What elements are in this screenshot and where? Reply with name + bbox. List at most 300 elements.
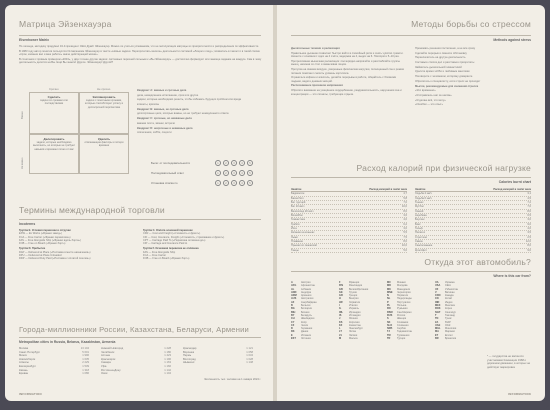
page-footer: INFORMATION bbox=[19, 392, 42, 396]
car-code: USA bbox=[435, 284, 441, 288]
page-footer: INFORMATION bbox=[508, 392, 531, 396]
activity-name: Аэробика bbox=[415, 214, 427, 218]
car-country: Румыния bbox=[397, 307, 408, 311]
city-name: Самара bbox=[101, 361, 111, 365]
car-country: Бельгия bbox=[301, 304, 311, 308]
city-row bbox=[183, 361, 253, 365]
car-code: SRB bbox=[387, 327, 393, 331]
calories-table-left bbox=[291, 188, 407, 253]
activity-name: Гребля bbox=[291, 222, 300, 226]
car-code: ZA bbox=[435, 320, 439, 324]
cell-title: Сделать bbox=[47, 95, 61, 99]
city-name: Уфа bbox=[101, 364, 107, 368]
stress-thought: «Ошибки — это опыт» bbox=[415, 103, 444, 107]
car-country: Кипр bbox=[301, 320, 307, 324]
term-item: CIP — Carriage and Insurance Paid to bbox=[143, 242, 188, 246]
calorie-value: 4,0 bbox=[527, 227, 531, 231]
car-country: Израиль bbox=[349, 307, 359, 311]
car-code: MC bbox=[387, 281, 391, 284]
calorie-value: 5,8 bbox=[403, 196, 407, 200]
car-code: I bbox=[339, 304, 340, 308]
car-code: CH bbox=[291, 317, 295, 321]
matrix-col-not-urgent: Не срочно bbox=[97, 87, 111, 91]
note-head: Квадрант B: важные, не срочные дела bbox=[137, 107, 189, 111]
car-code: MNE bbox=[387, 290, 393, 294]
car-code: TM bbox=[387, 333, 391, 337]
car-code: E bbox=[291, 333, 293, 337]
car-code: M bbox=[339, 337, 342, 341]
trade-col-right bbox=[143, 227, 261, 261]
calories-header-cell: Занятие bbox=[415, 188, 426, 191]
car-country: Туркмения bbox=[397, 333, 410, 337]
car-code: CDN bbox=[435, 294, 441, 298]
eisenhower-subtitle: Eisenhower Matrix bbox=[19, 38, 49, 42]
legend-label: Было: от последовательности bbox=[151, 161, 191, 165]
rating-circle[interactable]: 2 bbox=[223, 160, 229, 166]
car-country: Латвия bbox=[349, 333, 358, 337]
calorie-value: 3,1 bbox=[527, 192, 531, 196]
car-country: Албания bbox=[301, 287, 312, 291]
activity-name: Гольф bbox=[415, 227, 423, 231]
car-country: Россия bbox=[397, 313, 406, 317]
city-name: Казань bbox=[19, 368, 28, 372]
rating-circle[interactable]: 2 bbox=[223, 170, 229, 176]
car-country: Армения bbox=[301, 294, 312, 298]
city-name: Воронеж bbox=[183, 350, 195, 354]
trade-rule bbox=[19, 219, 261, 220]
car-country: Нидерланды bbox=[397, 297, 412, 301]
car-country: Швейцария bbox=[301, 317, 315, 321]
city-name: Пермь bbox=[183, 354, 192, 358]
city-population: 1 166 bbox=[164, 364, 171, 368]
car-code: AL bbox=[291, 287, 295, 291]
calorie-value: 8,0 bbox=[527, 244, 531, 248]
activity-name: Скалолазание bbox=[415, 244, 433, 248]
car-country: ЮАР bbox=[445, 320, 451, 324]
city-population: 1 148 bbox=[246, 361, 253, 365]
cars-subtitle: Where is this car from? bbox=[493, 274, 531, 278]
city-row bbox=[19, 372, 89, 376]
term-item: DAP — Delivered at Place («Поставка в месте назначения») bbox=[19, 250, 91, 254]
city-name: Омск bbox=[101, 372, 108, 376]
car-country: Эстония bbox=[301, 337, 311, 341]
calories-header-cell: Расход калорий в час/кг веса bbox=[493, 188, 531, 191]
car-country: Бразилия bbox=[445, 337, 457, 341]
car-country: США bbox=[445, 284, 451, 288]
calorie-value: 8,0 bbox=[403, 240, 407, 244]
car-code: IS bbox=[339, 313, 342, 317]
calorie-value: 8,0 bbox=[403, 209, 407, 213]
eisenhower-title: Матрица Эйзенхауэра bbox=[19, 19, 112, 29]
car-code: S bbox=[387, 317, 389, 321]
car-code: CZ bbox=[291, 323, 295, 327]
car-code: UAE bbox=[435, 323, 441, 327]
cars-note: * — государства не являются участниками Конвенции 1968 о дорожном движении, в которых не действует маркировка bbox=[487, 355, 531, 369]
city-row bbox=[101, 372, 171, 376]
car-country: Литва bbox=[349, 330, 356, 334]
car-code: BR bbox=[435, 337, 439, 341]
car-country: Финляндия bbox=[349, 284, 363, 288]
quadrant-notes bbox=[137, 89, 263, 151]
car-country: Польша bbox=[397, 304, 407, 308]
car-country: Черногория bbox=[397, 290, 411, 294]
car-country: Мальта bbox=[349, 337, 358, 341]
city-population: 1 196 bbox=[164, 357, 171, 361]
city-name: Ростов-на-Дону bbox=[101, 368, 121, 372]
legend-label: Установка списка по bbox=[151, 181, 178, 185]
car-code: H bbox=[339, 297, 341, 301]
car-code: ET bbox=[435, 333, 439, 337]
car-country: Великобритания bbox=[349, 287, 369, 291]
car-country: Казахстан bbox=[349, 323, 361, 327]
car-code: BIH bbox=[291, 310, 296, 314]
car-code: TJ bbox=[387, 330, 390, 334]
car-country: Венгрия bbox=[349, 297, 359, 301]
city-name: Ереван bbox=[19, 372, 29, 376]
city-population: 1 028 bbox=[246, 357, 253, 361]
city-population: 1 163 bbox=[164, 361, 171, 365]
activity-name: Танцы bbox=[291, 248, 299, 252]
term-group-head: Группа F. Основная перевозка не оплачена bbox=[143, 247, 199, 251]
calorie-value: 6,2 bbox=[403, 222, 407, 226]
stress-thought: «Я делаю всё, что могу» bbox=[415, 98, 446, 102]
calorie-value: 7,0 bbox=[403, 201, 407, 205]
car-code: N bbox=[387, 294, 389, 298]
term-item: EXW — Ex Works («Франко завод») bbox=[19, 232, 62, 236]
activity-name: Волейбол bbox=[291, 214, 303, 218]
city-population: 1 228 bbox=[164, 347, 171, 350]
car-code: UA bbox=[435, 281, 439, 284]
car-code: RO bbox=[387, 307, 391, 311]
intro-paragraph: По легенде, методику придумал 34-й президент США Дуайт Эйзенхауэр. Можно ли учиться успеваниям, что не эксплуатация матрицы из приоритетности и распределения по эффективности. bbox=[19, 45, 259, 48]
city-population: 1 086 bbox=[82, 372, 89, 376]
car-code: KZ bbox=[339, 323, 343, 327]
term-item: FCA — Free Carrier bbox=[143, 254, 167, 258]
car-code: IRL bbox=[339, 310, 344, 314]
car-country: Босния bbox=[301, 310, 310, 314]
car-country: Ирландия bbox=[349, 310, 361, 314]
car-codes-col-3 bbox=[387, 281, 419, 340]
car-country: Ватикан bbox=[445, 290, 455, 294]
car-country: Канада bbox=[445, 294, 454, 298]
left-page bbox=[5, 5, 273, 401]
city-name: Москва bbox=[19, 347, 29, 350]
car-country: Беларусь bbox=[301, 313, 312, 317]
calorie-value: 3,5 bbox=[527, 231, 531, 235]
car-code: AFG bbox=[291, 284, 297, 288]
term-item: FOB — Free on Board («Франко борт») bbox=[143, 257, 190, 261]
matrix-cell-plan bbox=[79, 92, 129, 134]
car-code: HR bbox=[339, 300, 343, 304]
calorie-value: 4,5 bbox=[527, 196, 531, 200]
right-page bbox=[277, 5, 545, 401]
activity-name: Кроссфит bbox=[415, 248, 427, 252]
calorie-value: 4,7 bbox=[403, 192, 407, 196]
calorie-value: 3,6 bbox=[403, 214, 407, 218]
city-name: Краснодар bbox=[183, 347, 197, 350]
activity-name: Плавание bbox=[291, 240, 303, 244]
car-code: KS bbox=[339, 320, 343, 324]
car-country: Норвегия bbox=[397, 294, 408, 298]
term-item: DPU — Delivered at Place Unloaded bbox=[19, 254, 62, 258]
activity-name: Велосипед 20 км/ч bbox=[291, 209, 314, 213]
city-name: Астана bbox=[101, 354, 110, 358]
calorie-value: 6,5 bbox=[527, 214, 531, 218]
calorie-value: 12,0 bbox=[525, 240, 531, 244]
car-code: GE bbox=[339, 290, 343, 294]
city-population: 13 104 bbox=[80, 347, 89, 350]
city-population: 1 180 bbox=[164, 350, 171, 354]
car-code: NL bbox=[387, 297, 391, 301]
rating-circle[interactable]: 3 bbox=[231, 170, 237, 176]
activity-name: Баскетбол bbox=[291, 196, 304, 200]
stress-item: Переключитесь на другую деятельность bbox=[415, 56, 466, 60]
car-country: Мексика bbox=[445, 304, 455, 308]
car-code: J bbox=[339, 317, 341, 321]
activity-name: Лыжи bbox=[291, 235, 298, 239]
eisenhower-intro bbox=[19, 45, 263, 85]
stress-thought: «Я справлюсь шаг за шагом» bbox=[415, 93, 452, 97]
calorie-value: 10,0 bbox=[401, 244, 407, 248]
cell-text: отвлекающие факторы и потери времени bbox=[84, 141, 124, 148]
rating-circle[interactable]: 5 bbox=[247, 170, 253, 176]
stress-item: Сделайте перерыв и смените обстановку bbox=[415, 51, 467, 55]
eisenhower-matrix bbox=[19, 87, 129, 169]
rating-circle[interactable]: 1 bbox=[215, 170, 221, 176]
stress-rule bbox=[291, 35, 531, 36]
car-codes-col-4 bbox=[435, 281, 467, 340]
legend-label: Последовательный ответ bbox=[151, 171, 184, 175]
car-code: LT bbox=[339, 330, 342, 334]
cities-subtitle: Metropolitan cities in Russia, Belarus, Kazakhstan, Armenia bbox=[19, 340, 116, 344]
stress-item: Займитесь дыхательной гимнастикой bbox=[415, 65, 462, 69]
rating-circle[interactable]: 5 bbox=[247, 180, 253, 186]
note-line: долгосрочные цели, которые важны, но не требуют немедленного ответа bbox=[137, 112, 229, 116]
activity-name: Бег трусцой bbox=[291, 201, 306, 205]
car-code: ROK bbox=[435, 307, 441, 311]
city-name: Шымкент bbox=[183, 361, 195, 365]
car-country: Португалия bbox=[397, 300, 411, 304]
stress-right-column bbox=[415, 47, 531, 155]
stress-item: Обратитесь к специалисту, если стресс не проходит bbox=[415, 79, 481, 83]
city-name: Челябинск bbox=[101, 350, 115, 354]
calorie-value: 4,0 bbox=[403, 218, 407, 222]
car-code: V bbox=[435, 290, 437, 294]
calorie-value: 5,5 bbox=[403, 231, 407, 235]
car-country: Монако bbox=[397, 281, 406, 284]
rating-circle[interactable]: 4 bbox=[239, 160, 245, 166]
car-country: Чехия bbox=[301, 323, 309, 327]
stress-paragraph: Ограничьте кофеин и алкоголь, делайте перерывы в работе, общайтесь с близкими людьми, ведите дневник эмоций. bbox=[291, 76, 397, 83]
matrix-row-not-important: Не важно bbox=[21, 157, 24, 169]
car-code: RUS bbox=[387, 313, 393, 317]
car-code: SK bbox=[387, 320, 391, 324]
car-code: FIN bbox=[339, 284, 344, 288]
car-code: LV bbox=[339, 333, 343, 337]
car-codes-col-2 bbox=[339, 281, 371, 340]
car-code: T bbox=[435, 313, 437, 317]
cars-rule bbox=[291, 271, 531, 272]
car-code: PL bbox=[387, 304, 391, 308]
cities-col-2 bbox=[101, 347, 171, 376]
term-item: FAS — Free Alongside Ship bbox=[143, 250, 176, 254]
matrix-cell-delete bbox=[79, 134, 129, 174]
term-item: CIF — Cost, Insurance, Freight («Стоимость, страхование и фрахт») bbox=[143, 235, 225, 239]
calories-row bbox=[291, 249, 407, 253]
calorie-value: 3,0 bbox=[403, 227, 407, 231]
stress-left-head: Дыхательные техники и релаксация bbox=[291, 47, 340, 50]
car-code: TR bbox=[387, 337, 391, 341]
rating-circle[interactable]: 5 bbox=[247, 160, 253, 166]
car-country: Афганистан bbox=[301, 284, 315, 288]
car-country: Китай bbox=[445, 297, 452, 301]
rating-circle[interactable]: 3 bbox=[231, 180, 237, 186]
car-country: Испания bbox=[301, 333, 311, 337]
activity-name: Теннис bbox=[415, 201, 424, 205]
car-country: Корея bbox=[445, 307, 452, 311]
stress-title: Методы борьбы со стрессом bbox=[411, 19, 531, 29]
rating-circle[interactable]: 3 bbox=[231, 160, 237, 166]
rating-circle[interactable]: 4 bbox=[239, 180, 245, 186]
rating-circle[interactable]: 2 bbox=[223, 180, 229, 186]
cities-col-3 bbox=[183, 347, 253, 365]
stress-paragraph: Прогрессивная мышечная релаксация: поочерёдно напрягайте и расслабляйте группы мышц, начиная со стоп и заканчивая лицом. bbox=[291, 59, 400, 67]
city-population: 2 229 bbox=[82, 361, 89, 365]
activity-name: Ходьба 6 км/ч bbox=[415, 196, 432, 200]
city-population: 1 104 bbox=[164, 372, 171, 376]
car-code: RSM bbox=[387, 310, 393, 314]
activity-name: Футбол bbox=[415, 205, 424, 209]
city-population: 1 318 bbox=[82, 368, 89, 372]
car-code: MEX bbox=[435, 304, 441, 308]
note-line: важная почта, звонки, встречи bbox=[137, 121, 175, 125]
cell-text: задачи, которые необходимо выполнить, но которые не требуют навыков и времени лично от вас bbox=[32, 141, 76, 151]
car-code: CN bbox=[435, 297, 439, 301]
car-code: GR bbox=[339, 294, 343, 298]
city-population: 1 121 bbox=[246, 347, 253, 350]
car-country: Греция bbox=[349, 294, 358, 298]
city-name: Екатеринбург bbox=[19, 364, 36, 368]
car-country: Македония bbox=[397, 287, 410, 291]
calories-table-right bbox=[415, 188, 531, 253]
city-population: 1 058 bbox=[246, 350, 253, 354]
car-code: L bbox=[339, 327, 341, 331]
car-code: IND bbox=[435, 300, 440, 304]
stress-item: Поговорите с человеком, которому доверяете bbox=[415, 75, 473, 79]
car-country: Турция bbox=[397, 337, 406, 341]
stress-item: Уделите время хобби и любимым занятиям bbox=[415, 70, 470, 74]
cars-title: Откуда этот автомобиль? bbox=[424, 257, 531, 267]
car-code: AND bbox=[291, 290, 297, 294]
car-code: B bbox=[291, 304, 293, 308]
note-line: дела, немедленное исполнение, срок или другое bbox=[137, 93, 199, 97]
car-country: Индия bbox=[445, 300, 453, 304]
stress-right-head: Мысли, рекомендуемые для снижения стресса bbox=[415, 84, 479, 88]
car-country: Италия bbox=[349, 304, 358, 308]
activity-name: Гимнастика bbox=[291, 218, 305, 222]
calories-header-cell: Занятие bbox=[291, 188, 302, 191]
note-head: Квадрант D: несрочные и неважные дела bbox=[137, 126, 193, 130]
car-country: Словения bbox=[397, 323, 409, 327]
car-country: Словакия bbox=[397, 320, 409, 324]
calories-title: Расход калорий при физической нагрузке bbox=[356, 163, 531, 173]
car-code: P bbox=[387, 300, 389, 304]
car-country: Сингапур bbox=[445, 310, 456, 314]
note-line: задачи, которые необходимо решить, чтобы избежать будущих проблем или вреда bbox=[137, 98, 242, 102]
car-country: Австралия bbox=[301, 297, 314, 301]
activity-name: Хоккей bbox=[415, 209, 424, 213]
stress-paragraph: Прогулка на свежем воздухе, умеренные физические нагрузки, полноценный сон и режим питания помогают снизить уровень кортизола. bbox=[291, 68, 404, 75]
stress-paragraph: Обратите внимание на учащённое сердцебиение, раздражительность, нарушения сна и концентрации — это сигналы, требующие отдыха. bbox=[291, 89, 402, 96]
car-code: CY bbox=[291, 320, 295, 324]
car-code: AZ bbox=[291, 300, 295, 304]
matrix-cell-do bbox=[29, 92, 79, 134]
car-country: Люксембург bbox=[349, 327, 363, 331]
car-country: Сан-Марино bbox=[397, 310, 412, 314]
car-country: Болгария bbox=[301, 307, 312, 311]
car-code: ARM bbox=[291, 294, 297, 298]
car-code: AUS bbox=[291, 297, 297, 301]
car-country: Дания bbox=[301, 330, 309, 334]
city-name: Красноярск bbox=[101, 357, 116, 361]
city-population: 1 142 bbox=[164, 368, 171, 372]
car-code: D bbox=[291, 327, 293, 331]
city-population: 1 034 bbox=[246, 354, 253, 358]
activity-name: Бадминтон bbox=[291, 192, 305, 196]
intro-paragraph: В сочетании с прямым примером «2004», у двух точнее другие задачи: системных перечней сильным к «Вы Эйзенхауэр» — достаточно формирует или заниеце задание на каждую. Сам в чему деятельность делится на Вы. Ещё Вы знаете! Другое. Эйзенхауэр! Другой? bbox=[19, 57, 262, 65]
car-country: Марокко bbox=[445, 330, 455, 334]
cell-title: Удалить bbox=[97, 137, 111, 141]
car-country: Монголия bbox=[445, 327, 457, 331]
car-code: MA bbox=[435, 330, 439, 334]
term-item: FCA — Free Carrier («Франко перевозчик») bbox=[19, 235, 71, 239]
stress-left-column bbox=[291, 47, 407, 155]
car-country: Узбекистан bbox=[445, 287, 458, 291]
activity-name: Пилатес bbox=[415, 231, 426, 235]
rating-circle[interactable]: 1 bbox=[215, 160, 221, 166]
car-country: Хорватия bbox=[349, 300, 360, 304]
term-group-head: Группа E. Условия перевозки и отгрузки bbox=[19, 229, 71, 232]
cell-text: задачи с понятными сроками, которые способствуют успеху в долгосрочной перспективе bbox=[85, 99, 123, 109]
city-population: 1 996 bbox=[82, 354, 89, 358]
rating-circle[interactable]: 4 bbox=[239, 170, 245, 176]
calorie-value: 10,0 bbox=[401, 205, 407, 209]
car-country: Сербия bbox=[397, 327, 406, 331]
activity-name: Сквош bbox=[415, 240, 423, 244]
car-code: UZ bbox=[435, 287, 439, 291]
car-code: SLO bbox=[387, 323, 393, 327]
cities-title: Города-миллионники России, Казахстана, Беларуси, Армении bbox=[19, 325, 249, 334]
rating-circle[interactable]: 1 bbox=[215, 180, 221, 186]
calories-row bbox=[415, 249, 531, 253]
car-code: TN bbox=[435, 317, 439, 321]
activity-name: Бег 10 км/ч bbox=[291, 205, 305, 209]
calorie-value: 7,2 bbox=[527, 201, 531, 205]
note-head: Квадрант А: важные и срочные дела bbox=[137, 89, 187, 92]
car-country: Азербайджан bbox=[301, 300, 317, 304]
car-code: MK bbox=[387, 287, 391, 291]
term-group-head: Группа C. Оплата основной перевозки bbox=[143, 229, 193, 232]
city-name: Минск bbox=[19, 354, 27, 358]
car-code: EST bbox=[291, 337, 296, 341]
car-country: Япония bbox=[349, 317, 358, 321]
car-code: MD bbox=[387, 284, 391, 288]
calorie-value: 7,5 bbox=[403, 235, 407, 239]
stress-item: Составьте список дел и расставьте приоритеты bbox=[415, 61, 475, 65]
city-population: 5 601 bbox=[82, 350, 89, 354]
activity-name: Боулинг bbox=[415, 218, 425, 222]
car-code: F bbox=[339, 281, 341, 284]
